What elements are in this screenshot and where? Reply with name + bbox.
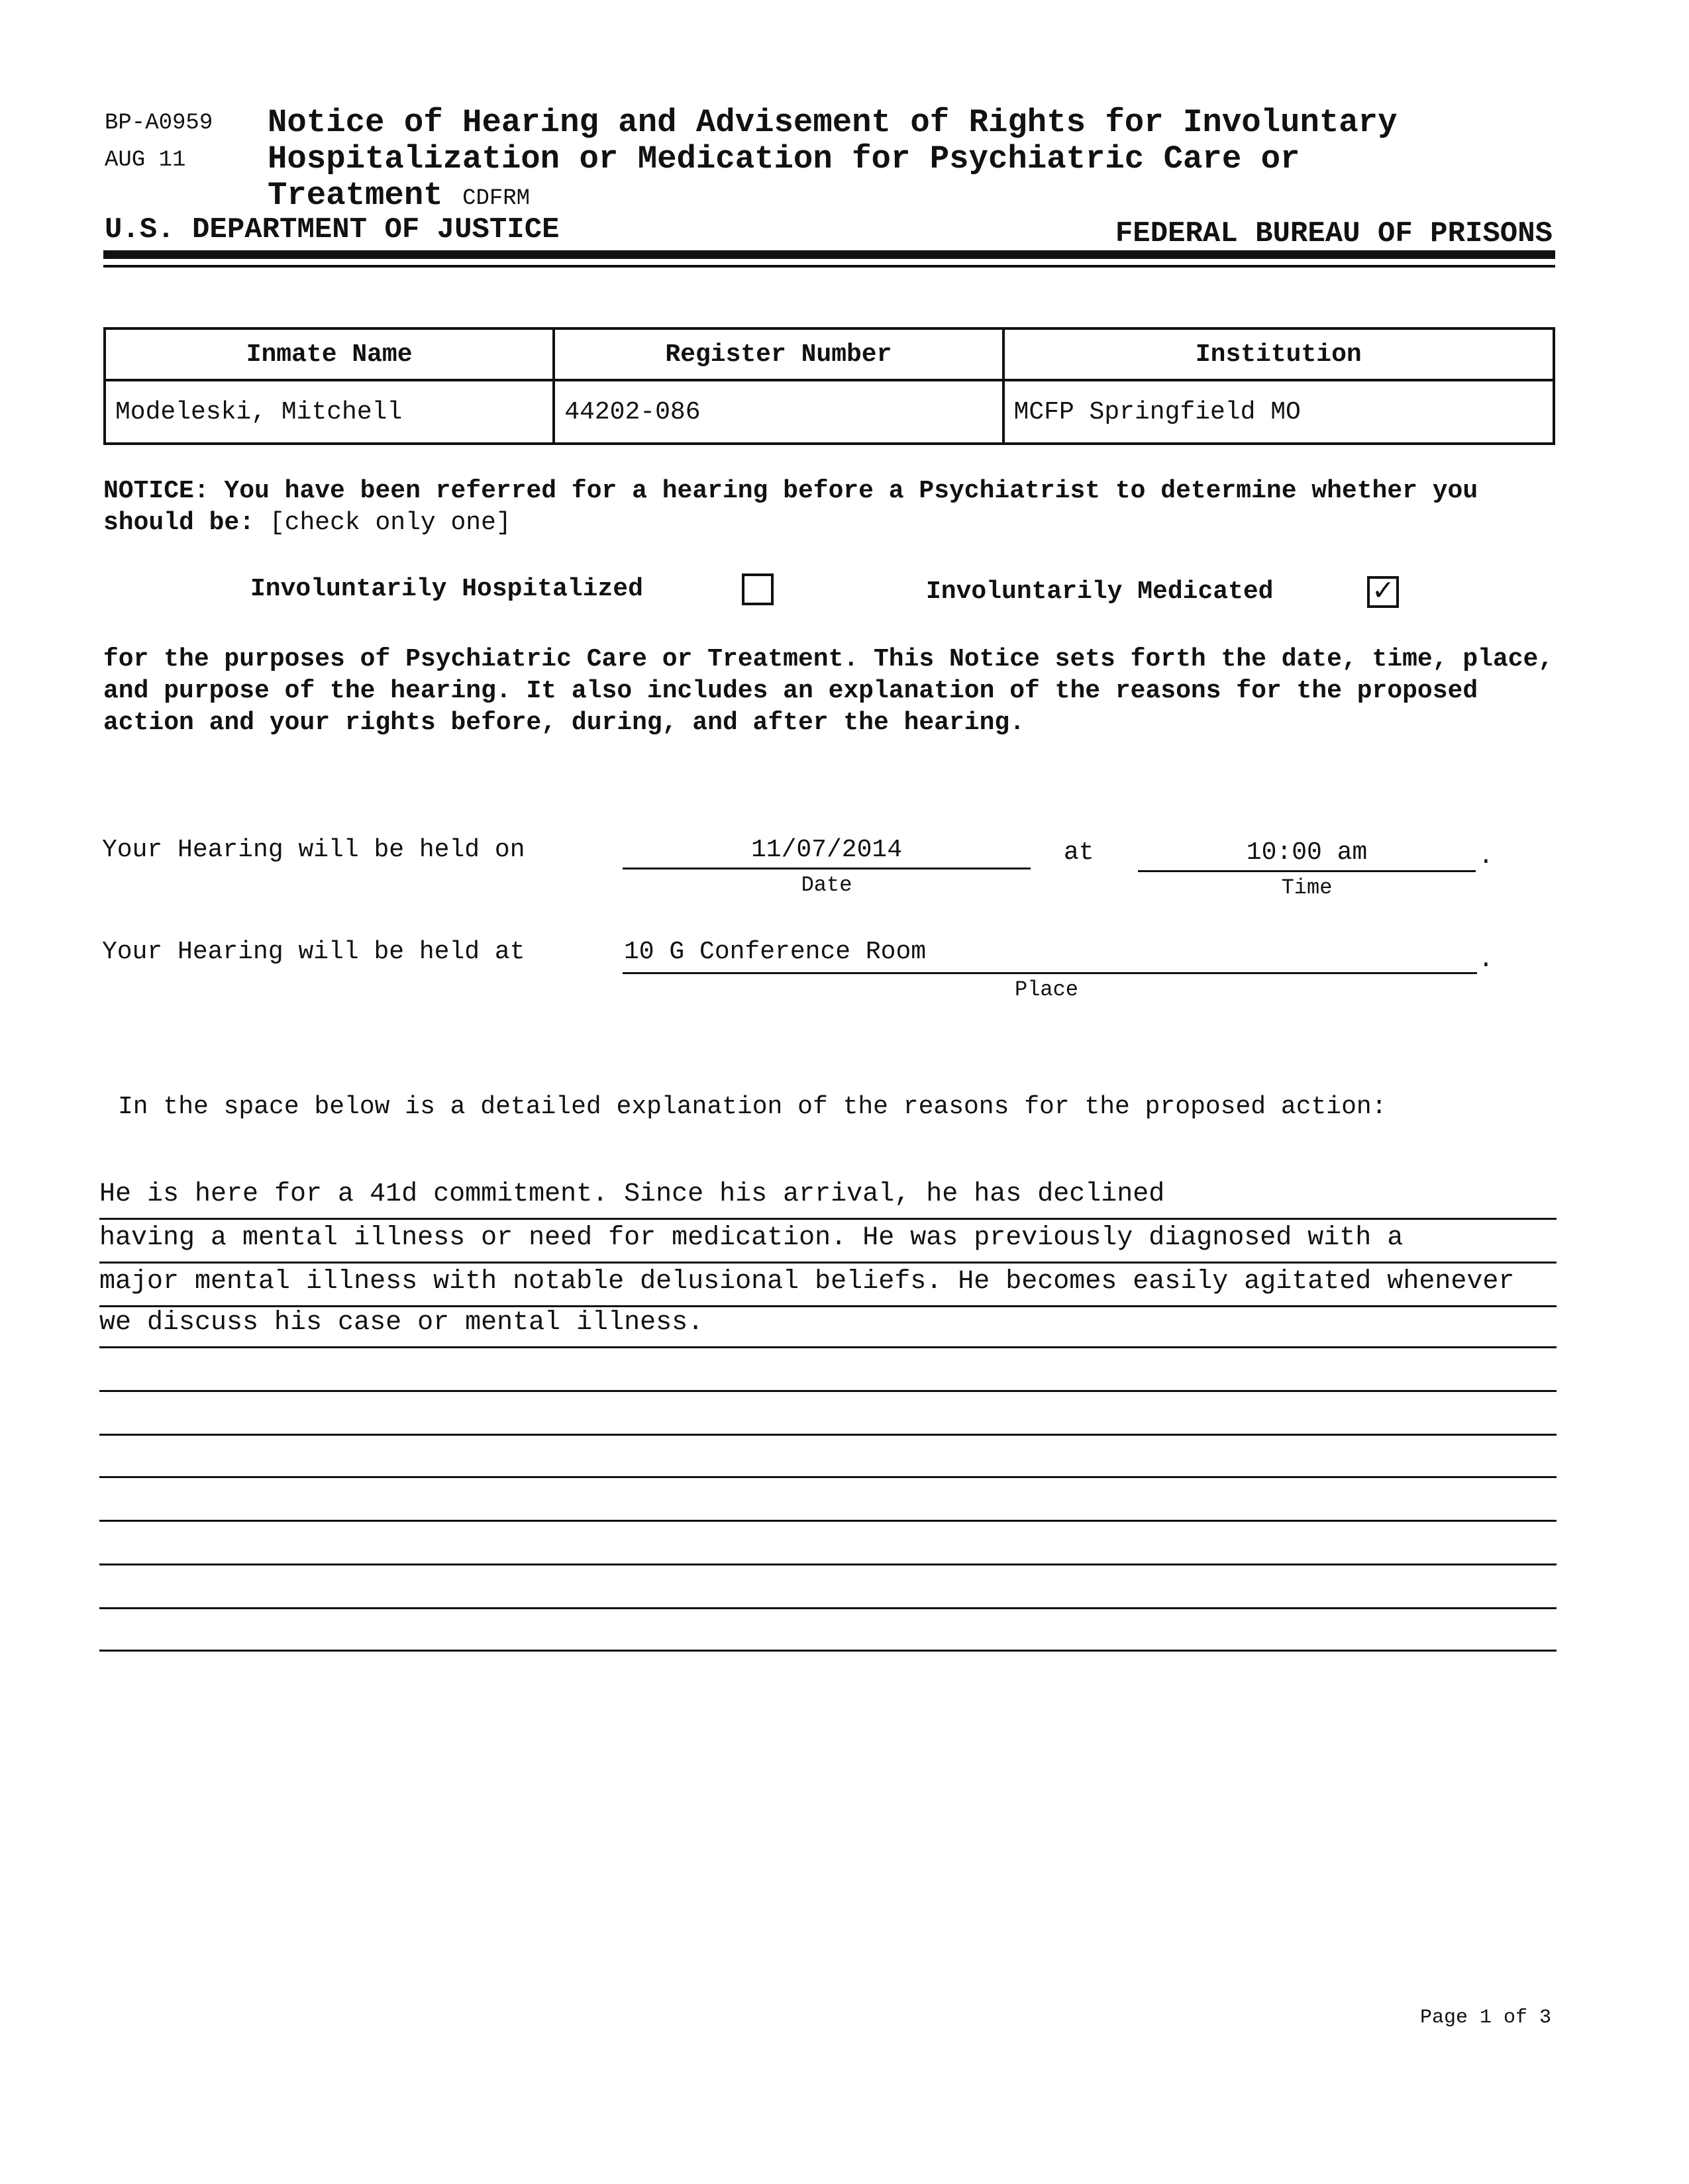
inmate-info-table xyxy=(103,327,1555,445)
form-date: AUG 11 xyxy=(105,148,186,173)
hearing-place-label: Your Hearing will be held at xyxy=(102,938,525,966)
explanation-line[interactable]: having a mental illness or need for medication. He was previously diagnosed with a xyxy=(99,1220,1557,1264)
hearing-place-underline xyxy=(623,972,1477,974)
hearing-date-label: Your Hearing will be held on xyxy=(102,836,525,864)
explanation-line[interactable] xyxy=(99,1392,1557,1436)
form-code: BP-A0959 xyxy=(105,111,213,136)
notice-check-instruction: [check only one] xyxy=(269,509,511,537)
explanation-line[interactable] xyxy=(99,1565,1557,1609)
notice-text: NOTICE: You have been referred for a hearing before a Psychiatrist to determine whether you should be: xyxy=(103,477,1478,537)
explanation-line[interactable] xyxy=(99,1608,1557,1652)
hearing-at-label: at xyxy=(1064,838,1094,867)
purpose-paragraph: for the purposes of Psychiatric Care or Treatment. This Notice sets forth the date, time, place, and purpose of the hearing. It also includes an explanation of the reasons for the proposed action and your rights before, during, and after the hearing. xyxy=(103,645,1554,737)
hearing-date-value[interactable]: 11/07/2014 xyxy=(750,836,903,864)
explanation-line[interactable] xyxy=(99,1522,1557,1565)
header-inmate-name: Inmate Name xyxy=(105,328,554,380)
form-title-line-1: Notice of Hearing and Advisement of Rights for Involuntary xyxy=(268,104,1398,141)
cell-institution: MCFP Springfield MO xyxy=(1003,380,1554,444)
page-number: Page 1 of 3 xyxy=(1419,2007,1551,2029)
hearing-place-caption: Place xyxy=(1014,977,1078,1002)
cell-register-number: 44202-086 xyxy=(554,380,1003,444)
header-rule-thick xyxy=(103,250,1555,259)
notice-paragraph xyxy=(103,475,1561,539)
table-row xyxy=(105,380,1554,444)
explanation-line[interactable] xyxy=(99,1434,1557,1478)
explanation-line[interactable]: we discuss his case or mental illness. xyxy=(99,1305,1557,1348)
form-title-line-2: Hospitalization or Medication for Psychiatric Care or xyxy=(268,140,1300,177)
explanation-line[interactable]: He is here for a 41d commitment. Since his arrival, he has declined xyxy=(99,1176,1557,1220)
hospitalized-checkbox[interactable] xyxy=(742,573,774,605)
explanation-line[interactable]: major mental illness with notable delusional beliefs. He becomes easily agitated whenever xyxy=(99,1264,1557,1307)
hearing-date-caption: Date xyxy=(801,873,852,897)
form-title-code: CDFRM xyxy=(462,186,531,211)
agency-name: FEDERAL BUREAU OF PRISONS xyxy=(1115,217,1553,250)
hearing-time-underline xyxy=(1138,870,1476,872)
hearing-place-period: . xyxy=(1478,946,1494,974)
hearing-time-caption: Time xyxy=(1281,875,1333,900)
header-register-number: Register Number xyxy=(554,328,1003,380)
header-rule-thin xyxy=(103,265,1555,268)
explanation-line[interactable] xyxy=(99,1478,1557,1522)
medicated-checkbox[interactable]: ✓ xyxy=(1367,576,1399,608)
header-institution: Institution xyxy=(1003,328,1554,380)
explanation-line[interactable] xyxy=(99,1348,1557,1392)
form-title xyxy=(268,105,1460,217)
form-title-line-3 xyxy=(268,177,1460,217)
cell-inmate-name: Modeleski, Mitchell xyxy=(105,380,554,444)
hearing-date-underline xyxy=(623,868,1031,869)
hearing-time-period: . xyxy=(1478,842,1494,871)
option-hospitalized-label: Involuntarily Hospitalized xyxy=(250,575,643,603)
table-header-row xyxy=(105,328,1554,380)
form-title-line-3-text: Treatment xyxy=(268,177,443,214)
hearing-time-value[interactable]: 10:00 am xyxy=(1246,838,1368,867)
option-medicated-label: Involuntarily Medicated xyxy=(926,577,1274,606)
department-name: U.S. DEPARTMENT OF JUSTICE xyxy=(105,213,560,246)
explanation-heading: In the space below is a detailed explanation of the reasons for the proposed action: xyxy=(118,1093,1387,1121)
hearing-place-value[interactable]: 10 G Conference Room xyxy=(624,938,927,966)
